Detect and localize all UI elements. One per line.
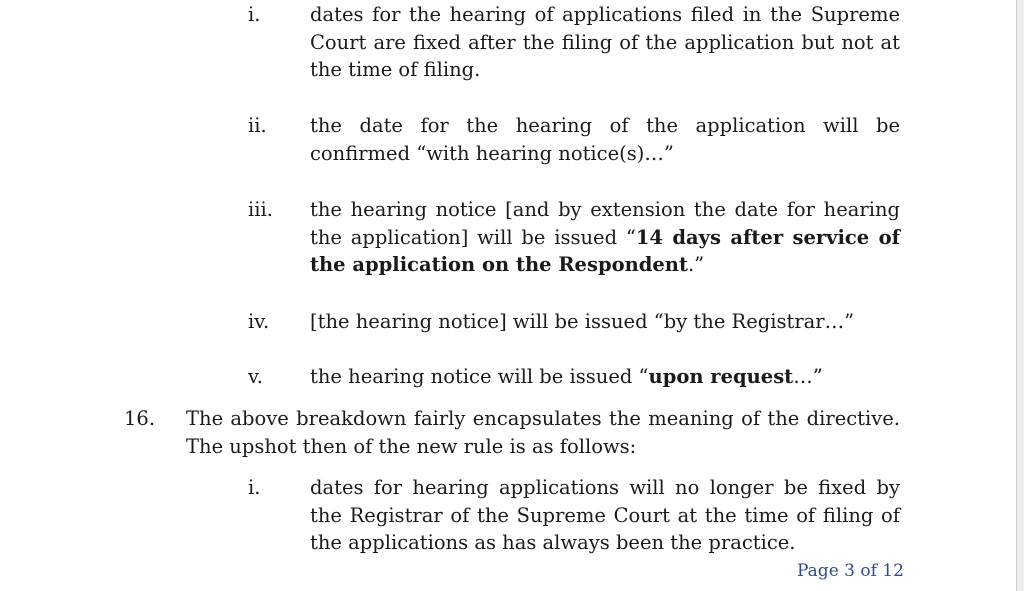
text-run: dates for the hearing of applications filed in the Supreme Court are fixed after the filing of the application but not at the time of filing. xyxy=(310,3,900,81)
list-item-text xyxy=(310,112,900,167)
page-number-label: Page 3 of 12 xyxy=(797,561,904,581)
list-item-number: iii. xyxy=(248,198,273,221)
paragraph-text: The above breakdown fairly encapsulates the meaning of the directive. The upshot then of the new rule is as follows: xyxy=(186,407,900,458)
list-item-number: ii. xyxy=(248,114,267,137)
text-run: .” xyxy=(687,253,705,276)
bold-text-run: upon request xyxy=(648,365,794,388)
paragraph-number: 16. xyxy=(124,407,156,430)
list-item-number: v. xyxy=(248,365,263,388)
list-item-text xyxy=(310,474,900,557)
list-item-text xyxy=(310,196,900,279)
list-item-number: i. xyxy=(248,3,261,26)
list-item-text xyxy=(310,308,900,336)
list-item-number: i. xyxy=(248,476,261,499)
list-item-text xyxy=(310,1,900,84)
text-run: dates for hearing applications will no longer be fixed by the Registrar of the Supreme Court at the time of filing of the applications as has always been the practice. xyxy=(310,476,900,554)
list-item-text xyxy=(310,363,900,391)
text-run: [the hearing notice] will be issued “by the Registrar…” xyxy=(310,310,855,333)
list-item-number: iv. xyxy=(248,310,270,333)
text-run: …” xyxy=(793,365,823,388)
text-run: the hearing notice [and by extension the date for hearing the application] will be issued “ xyxy=(310,198,900,249)
bold-text-run: 14 days after service of the application on the Respondent xyxy=(310,225,900,276)
text-run: the date for the hearing of the application will be confirmed “with hearing notice(s)…” xyxy=(310,114,900,165)
text-run: the hearing notice will be issued “ xyxy=(310,365,649,388)
